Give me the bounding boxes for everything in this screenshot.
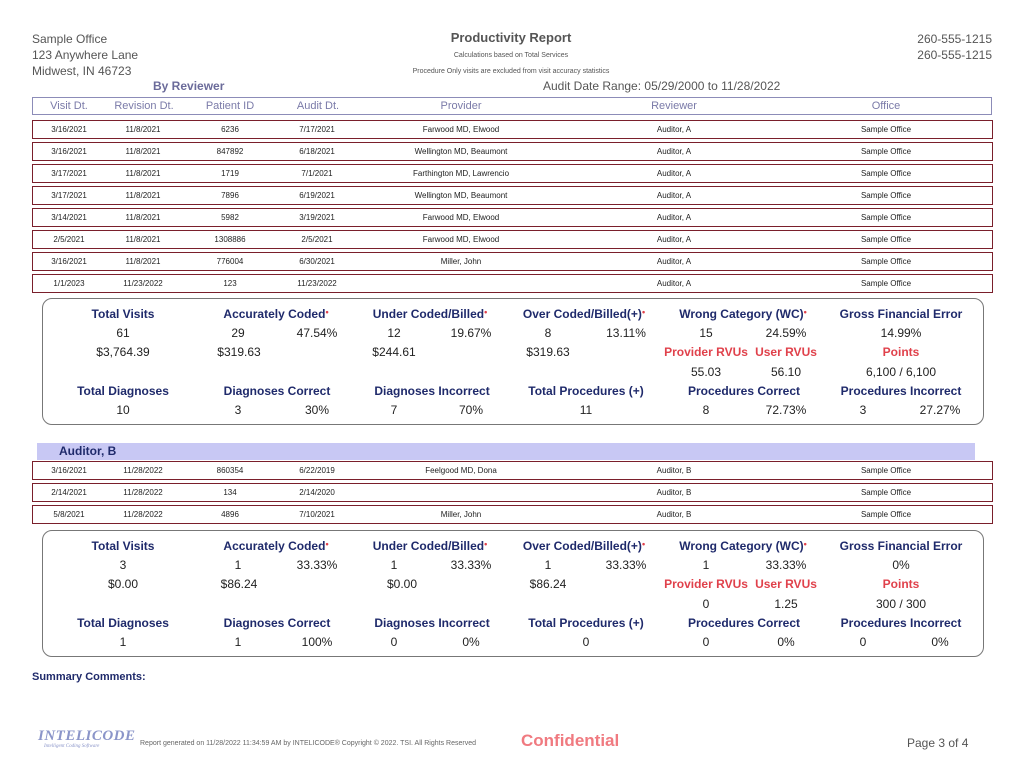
value-dx-correct-count: 3 [234, 403, 242, 417]
value-dx-correct-count: 1 [234, 635, 242, 649]
label-user-rvus: User RVUs [755, 345, 817, 359]
label-diagnoses-incorrect: Diagnoses Incorrect [374, 616, 490, 630]
table-row[interactable]: 3/16/2021 11/28/2022 860354 6/22/2019 Feelgood MD, Dona Auditor, B Sample Office [32, 461, 993, 480]
col-provider: Provider [440, 100, 482, 112]
col-audit-date: Audit Dt. [296, 100, 340, 112]
value-proc-correct-percent: 72.73% [765, 403, 807, 417]
col-revision-date: Revision Dt. [114, 100, 174, 112]
label-diagnoses-correct: Diagnoses Correct [223, 616, 331, 630]
value-proc-correct-count: 0 [702, 635, 710, 649]
value-user-rvus: 56.10 [770, 365, 802, 379]
logo-text: INTELICODE [38, 728, 136, 744]
label-total-visits: Total Visits [91, 307, 155, 321]
col-visit-date: Visit Dt. [50, 100, 88, 112]
office-name: Sample Office [32, 32, 108, 46]
label-diagnoses-correct: Diagnoses Correct [223, 384, 331, 398]
col-office: Office [871, 100, 901, 112]
value-under-percent: 33.33% [450, 558, 492, 572]
logo-tagline: Intelligent Coding Software [44, 744, 100, 749]
value-proc-incorrect-percent: 27.27% [919, 403, 961, 417]
report-subtitle-2: Procedure Only visits are excluded from visit accuracy statistics [412, 68, 610, 75]
value-provider-rvus: 0 [702, 597, 710, 611]
value-total-dollars: $3,764.39 [96, 345, 150, 359]
value-accurate-count: 29 [231, 326, 245, 340]
col-patient-id: Patient ID [205, 100, 255, 112]
value-accurate-dollars: $319.63 [217, 345, 261, 359]
intelicode-logo [38, 729, 136, 750]
table-row[interactable]: 1/1/2023 11/23/2022 123 11/23/2022 Auditor, A Sample Office [32, 274, 993, 293]
phone-1: 260-555-1215 [917, 32, 992, 46]
value-user-rvus: 1.25 [774, 597, 798, 611]
label-under-coded: Under Coded/Billed• [372, 307, 488, 321]
label-procedures-correct: Procedures Correct [687, 616, 801, 630]
office-address-line1: 123 Anywhere Lane [32, 48, 139, 62]
value-accurate-percent: 47.54% [296, 326, 338, 340]
label-procedures-incorrect: Procedures Incorrect [840, 384, 962, 398]
label-gross-financial-error: Gross Financial Error [839, 307, 963, 321]
value-total-visits: 61 [116, 326, 130, 340]
label-provider-rvus: Provider RVUs [664, 345, 748, 359]
confidential-label: Confidential [521, 731, 620, 750]
table-row[interactable]: 3/16/2021 11/8/2021 6236 7/17/2021 Farwood MD, Elwood Auditor, A Sample Office [32, 120, 993, 139]
value-proc-incorrect-percent: 0% [931, 635, 949, 649]
label-wrong-category: Wrong Category (WC)• [679, 539, 807, 553]
value-over-dollars: $86.24 [529, 577, 567, 591]
value-under-dollars: $0.00 [386, 577, 418, 591]
value-points: 6,100 / 6,100 [865, 365, 937, 379]
value-proc-incorrect-count: 0 [859, 635, 867, 649]
value-total-procedures: 0 [582, 635, 590, 649]
value-dx-incorrect-percent: 70% [458, 403, 484, 417]
label-procedures-correct: Procedures Correct [687, 384, 801, 398]
label-accurately-coded: Accurately Coded• [223, 539, 329, 553]
value-wc-count: 15 [699, 326, 713, 340]
value-proc-correct-percent: 0% [777, 635, 795, 649]
value-total-procedures: 11 [579, 403, 593, 417]
report-title: Productivity Report [450, 30, 572, 45]
table-row[interactable]: 2/14/2021 11/28/2022 134 2/14/2020 Auditor, B Sample Office [32, 483, 993, 502]
value-under-percent: 19.67% [450, 326, 492, 340]
label-user-rvus: User RVUs [755, 577, 817, 591]
table-row[interactable]: 3/14/2021 11/8/2021 5982 3/19/2021 Farwood MD, Elwood Auditor, A Sample Office [32, 208, 993, 227]
value-dx-correct-percent: 100% [301, 635, 333, 649]
table-row[interactable]: 2/5/2021 11/8/2021 1308886 2/5/2021 Farwood MD, Elwood Auditor, A Sample Office [32, 230, 993, 249]
grouping-label: By Reviewer [153, 79, 225, 93]
value-points: 300 / 300 [875, 597, 927, 611]
value-over-percent: 33.33% [605, 558, 647, 572]
table-header [32, 97, 992, 115]
value-dx-incorrect-percent: 0% [462, 635, 480, 649]
phone-2: 260-555-1215 [917, 48, 992, 62]
value-accurate-dollars: $86.24 [220, 577, 258, 591]
value-provider-rvus: 55.03 [690, 365, 722, 379]
value-accurate-percent: 33.33% [296, 558, 338, 572]
table-row[interactable]: 5/8/2021 11/28/2022 4896 7/10/2021 Miller, John Auditor, B Sample Office [32, 505, 993, 524]
page-number: Page 3 of 4 [907, 736, 969, 750]
value-total-visits: 3 [119, 558, 127, 572]
value-wc-percent: 24.59% [765, 326, 807, 340]
value-total-diagnoses: 1 [119, 635, 127, 649]
office-phones [917, 31, 992, 63]
value-dx-correct-percent: 30% [304, 403, 330, 417]
value-proc-incorrect-count: 3 [859, 403, 867, 417]
label-total-procedures: Total Procedures (+) [528, 616, 644, 630]
value-gross-error: 0% [892, 558, 910, 572]
label-procedures-incorrect: Procedures Incorrect [840, 616, 962, 630]
label-total-diagnoses: Total Diagnoses [77, 616, 169, 630]
value-under-dollars: $244.61 [372, 345, 416, 359]
summary-comments-label: Summary Comments: [32, 671, 146, 683]
table-row[interactable]: 3/17/2021 11/8/2021 1719 7/1/2021 Farthington MD, Lawrencio Auditor, A Sample Office [32, 164, 993, 183]
value-proc-correct-count: 8 [702, 403, 710, 417]
label-over-coded: Over Coded/Billed(+)• [522, 539, 646, 553]
office-address-line2: Midwest, IN 46723 [32, 64, 132, 78]
label-total-procedures: Total Procedures (+) [528, 384, 644, 398]
report-subtitle-1: Calculations based on Total Services [453, 52, 569, 59]
label-diagnoses-incorrect: Diagnoses Incorrect [374, 384, 490, 398]
label-wrong-category: Wrong Category (WC)• [679, 307, 807, 321]
value-over-count: 1 [544, 558, 552, 572]
value-over-dollars: $319.63 [526, 345, 570, 359]
value-dx-incorrect-count: 0 [390, 635, 398, 649]
table-body-auditor-a [32, 120, 993, 296]
table-row[interactable]: 3/17/2021 11/8/2021 7896 6/19/2021 Wellington MD, Beaumont Auditor, A Sample Office [32, 186, 993, 205]
table-body-auditor-b [32, 461, 993, 527]
value-accurate-count: 1 [234, 558, 242, 572]
report-generated-note: Report generated on 11/28/2022 11:34:59 AM by INTELICODE® Copyright © 2022. TSI. All Rights Reserved [140, 740, 476, 747]
value-total-dollars: $0.00 [107, 577, 139, 591]
value-under-count: 12 [387, 326, 401, 340]
label-total-visits: Total Visits [91, 539, 155, 553]
group-title: Auditor, B [59, 444, 117, 458]
audit-date-range: Audit Date Range: 05/29/2000 to 11/28/2022 [543, 79, 781, 93]
label-points: Points [882, 345, 920, 359]
label-accurately-coded: Accurately Coded• [223, 307, 329, 321]
label-provider-rvus: Provider RVUs [664, 577, 748, 591]
value-gross-error: 14.99% [880, 326, 922, 340]
summary-panel-auditor-b [42, 530, 984, 657]
value-over-percent: 13.11% [606, 326, 646, 340]
group-header-auditor-b [37, 443, 975, 460]
label-total-diagnoses: Total Diagnoses [77, 384, 169, 398]
label-points: Points [882, 577, 920, 591]
value-dx-incorrect-count: 7 [390, 403, 398, 417]
value-wc-count: 1 [702, 558, 710, 572]
summary-panel-auditor-a [42, 298, 984, 425]
value-over-count: 8 [544, 326, 552, 340]
table-row[interactable]: 3/16/2021 11/8/2021 847892 6/18/2021 Wellington MD, Beaumont Auditor, A Sample Office [32, 142, 993, 161]
label-under-coded: Under Coded/Billed• [372, 539, 488, 553]
col-reviewer: Reviewer [651, 100, 697, 112]
label-over-coded: Over Coded/Billed(+)• [522, 307, 646, 321]
table-row[interactable]: 3/16/2021 11/8/2021 776004 6/30/2021 Miller, John Auditor, A Sample Office [32, 252, 993, 271]
value-total-diagnoses: 10 [116, 403, 130, 417]
value-under-count: 1 [390, 558, 398, 572]
value-wc-percent: 33.33% [765, 558, 807, 572]
label-gross-financial-error: Gross Financial Error [839, 539, 963, 553]
